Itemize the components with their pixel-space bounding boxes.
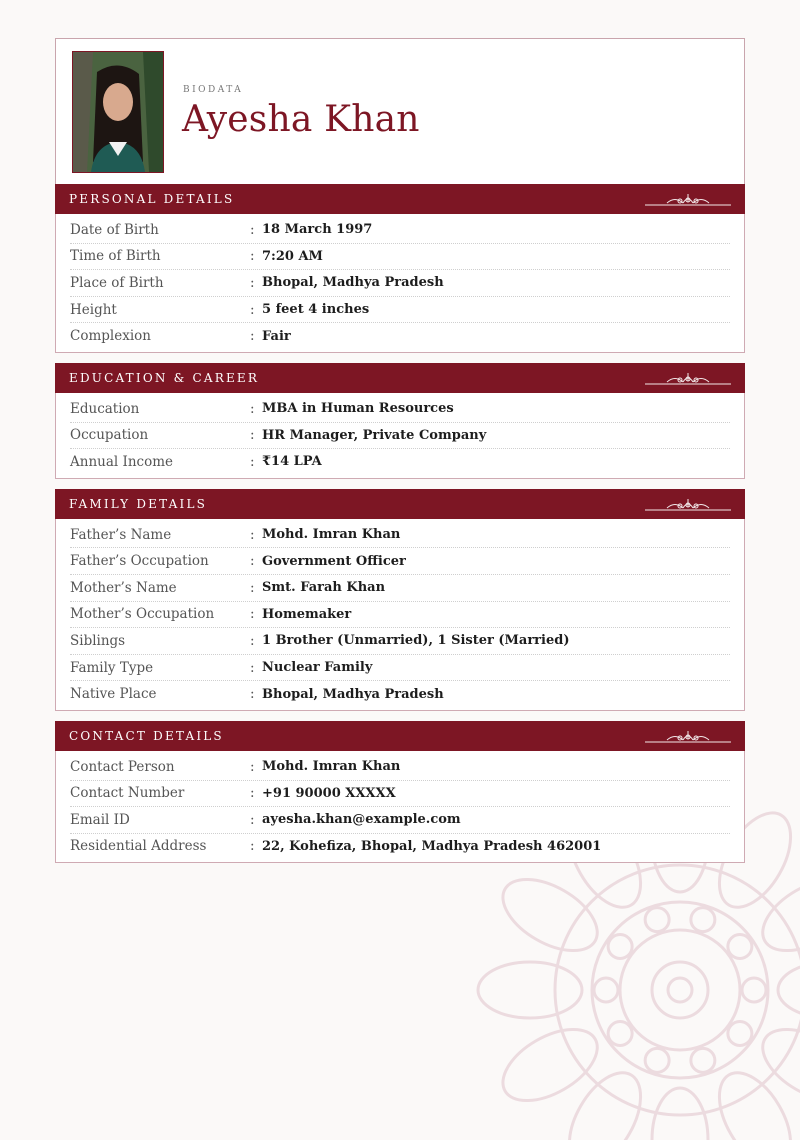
- detail-label: Height: [70, 301, 117, 318]
- detail-row: [70, 602, 730, 629]
- colon-separator: :: [250, 248, 255, 265]
- detail-row: [70, 655, 730, 682]
- colon-separator: :: [250, 811, 255, 828]
- detail-row: [70, 834, 730, 860]
- detail-label: Siblings: [70, 632, 126, 649]
- section-contact-details: [55, 721, 745, 863]
- detail-value: ayesha.khan@example.com: [262, 812, 461, 828]
- section-body: [55, 214, 745, 353]
- detail-row: [70, 423, 730, 450]
- detail-value: Bhopal, Madhya Pradesh: [262, 686, 444, 702]
- section-body: [55, 519, 745, 711]
- detail-value: 1 Brother (Unmarried), 1 Sister (Married): [262, 633, 570, 649]
- document-eyebrow: BIODATA: [183, 85, 244, 95]
- detail-row: [70, 449, 730, 475]
- detail-label: Native Place: [70, 686, 157, 703]
- section-education-career: [55, 363, 745, 479]
- section-title: FAMILY DETAILS: [69, 496, 208, 511]
- detail-row: [70, 323, 730, 349]
- biodata-header: [55, 38, 745, 184]
- detail-value: Fair: [262, 328, 291, 344]
- section-title: PERSONAL DETAILS: [69, 192, 235, 206]
- detail-row: [70, 781, 730, 808]
- detail-row: [70, 297, 730, 324]
- section-family-details: [55, 489, 745, 711]
- section-header: [55, 363, 745, 393]
- colon-separator: :: [250, 553, 255, 570]
- colon-separator: :: [250, 274, 255, 291]
- detail-label: Contact Person: [70, 758, 175, 775]
- detail-row: [70, 244, 730, 271]
- flourish-icon: [645, 729, 731, 745]
- detail-row: [70, 396, 730, 423]
- detail-value: MBA in Human Resources: [262, 401, 454, 417]
- detail-value: Bhopal, Madhya Pradesh: [262, 275, 444, 291]
- detail-label: Date of Birth: [70, 221, 159, 238]
- detail-row: [70, 270, 730, 297]
- detail-value: Mohd. Imran Khan: [262, 759, 401, 775]
- detail-label: Email ID: [70, 811, 130, 828]
- detail-label: Family Type: [70, 659, 154, 676]
- detail-label: Mother’s Occupation: [70, 606, 215, 623]
- detail-label: Father’s Occupation: [70, 553, 209, 570]
- flourish-icon: [645, 497, 731, 513]
- colon-separator: :: [250, 579, 255, 596]
- detail-label: Mother’s Name: [70, 579, 177, 596]
- colon-separator: :: [250, 838, 255, 855]
- section-header: [55, 489, 745, 519]
- colon-separator: :: [250, 328, 255, 345]
- colon-separator: :: [250, 606, 255, 623]
- detail-value: 18 March 1997: [262, 222, 373, 238]
- colon-separator: :: [250, 301, 255, 318]
- section-header: [55, 184, 745, 214]
- colon-separator: :: [250, 526, 255, 543]
- colon-separator: :: [250, 400, 255, 417]
- colon-separator: :: [250, 632, 255, 649]
- biodata-page: [55, 38, 745, 873]
- detail-row: [70, 575, 730, 602]
- detail-label: Contact Number: [70, 785, 185, 802]
- detail-label: Annual Income: [70, 453, 173, 470]
- section-body: [55, 393, 745, 479]
- flourish-icon: [645, 371, 731, 387]
- detail-row: [70, 628, 730, 655]
- colon-separator: :: [250, 427, 255, 444]
- detail-label: Complexion: [70, 328, 151, 345]
- detail-label: Father’s Name: [70, 526, 172, 543]
- detail-label: Time of Birth: [70, 248, 161, 265]
- detail-label: Education: [70, 400, 140, 417]
- section-personal-details: [55, 184, 745, 353]
- profile-photo: [72, 51, 164, 173]
- detail-value: Mohd. Imran Khan: [262, 527, 401, 543]
- candidate-name: Ayesha Khan: [182, 99, 420, 140]
- colon-separator: :: [250, 221, 255, 238]
- detail-label: Occupation: [70, 427, 149, 444]
- detail-value: ₹14 LPA: [262, 454, 322, 470]
- section-title: EDUCATION & CAREER: [69, 370, 260, 385]
- detail-value: 22, Kohefiza, Bhopal, Madhya Pradesh 462001: [262, 838, 602, 854]
- detail-value: Homemaker: [262, 606, 352, 622]
- detail-value: HR Manager, Private Company: [262, 427, 487, 443]
- detail-value: Smt. Farah Khan: [262, 580, 386, 596]
- section-title: CONTACT DETAILS: [69, 728, 224, 743]
- detail-row: [70, 807, 730, 834]
- section-header: [55, 721, 745, 751]
- detail-value: 7:20 AM: [262, 248, 323, 264]
- colon-separator: :: [250, 453, 255, 470]
- colon-separator: :: [250, 659, 255, 676]
- detail-label: Residential Address: [70, 838, 207, 855]
- colon-separator: :: [250, 758, 255, 775]
- detail-row: [70, 548, 730, 575]
- detail-value: Government Officer: [262, 553, 406, 569]
- detail-value: +91 90000 XXXXX: [262, 785, 396, 801]
- detail-row: [70, 522, 730, 549]
- colon-separator: :: [250, 686, 255, 703]
- detail-value: Nuclear Family: [262, 660, 373, 676]
- detail-row: [70, 754, 730, 781]
- flourish-icon: [645, 192, 731, 208]
- detail-label: Place of Birth: [70, 274, 164, 291]
- section-body: [55, 751, 745, 863]
- colon-separator: :: [250, 785, 255, 802]
- detail-row: [70, 681, 730, 707]
- detail-value: 5 feet 4 inches: [262, 302, 370, 318]
- detail-row: [70, 217, 730, 244]
